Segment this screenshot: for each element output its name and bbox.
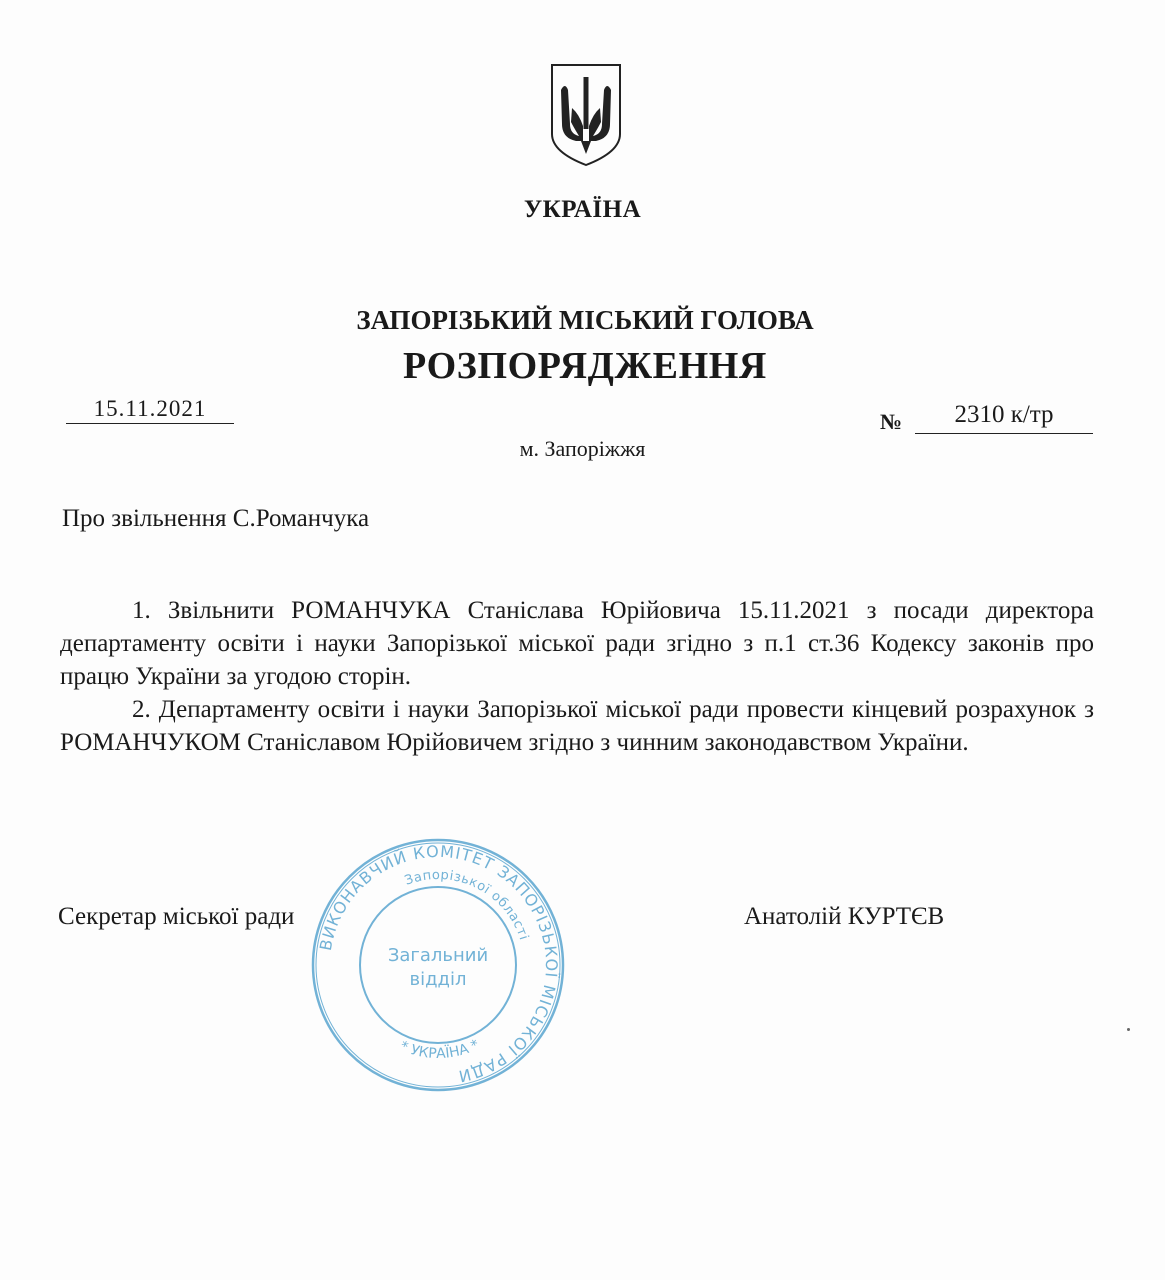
city-label: м. Запоріжжя — [519, 436, 646, 461]
official-stamp — [308, 835, 568, 1095]
trident-coat-of-arms-icon — [549, 62, 623, 168]
authority-heading: ЗАПОРІЗЬКИЙ МІСЬКИЙ ГОЛОВА — [356, 305, 814, 335]
stamp-outer-text: ВИКОНАВЧИЙ КОМІТЕТ ЗАПОРІЗЬКОЇ МІСЬКОЇ РАДИ — [315, 841, 562, 1087]
order-item: 2. Департаменту освіти і науки Запорізької міської ради провести кінцевий розрахунок з РОМАНЧУКОМ Станіславом Юрійовичем згідно з чинним законодавством України. — [60, 696, 1094, 756]
signatory-title: Секретар міської ради — [58, 903, 295, 930]
stamp-center-line2: відділ — [409, 969, 467, 990]
stamp-bottom-text: * УКРАЇНА * — [397, 1036, 482, 1063]
document-subject: Про звільнення С.Романчука — [62, 505, 370, 532]
country-heading: УКРАЇНА — [523, 196, 642, 223]
document-body — [60, 594, 1094, 759]
number-sign: № — [880, 409, 903, 434]
document-date: 15.11.2021 — [66, 396, 234, 424]
stamp-inner-text: Запорізької області — [402, 867, 532, 943]
order-item: 1. Звільнити РОМАНЧУКА Станіслава Юрійовича 15.11.2021 з посади директора департаменту освіти і науки Запорізької міської ради згідно з п.1 ст.36 Кодексу законів про працю України за угодою сторін. — [60, 597, 1094, 690]
scan-speck — [1127, 1028, 1130, 1031]
signatory-name: Анатолій КУРТЄВ — [744, 903, 945, 930]
stamp-center-line1: Загальний — [387, 945, 489, 966]
document-number: 2310 к/тр — [915, 401, 1093, 434]
document-type-heading: РОЗПОРЯДЖЕННЯ — [403, 345, 767, 387]
